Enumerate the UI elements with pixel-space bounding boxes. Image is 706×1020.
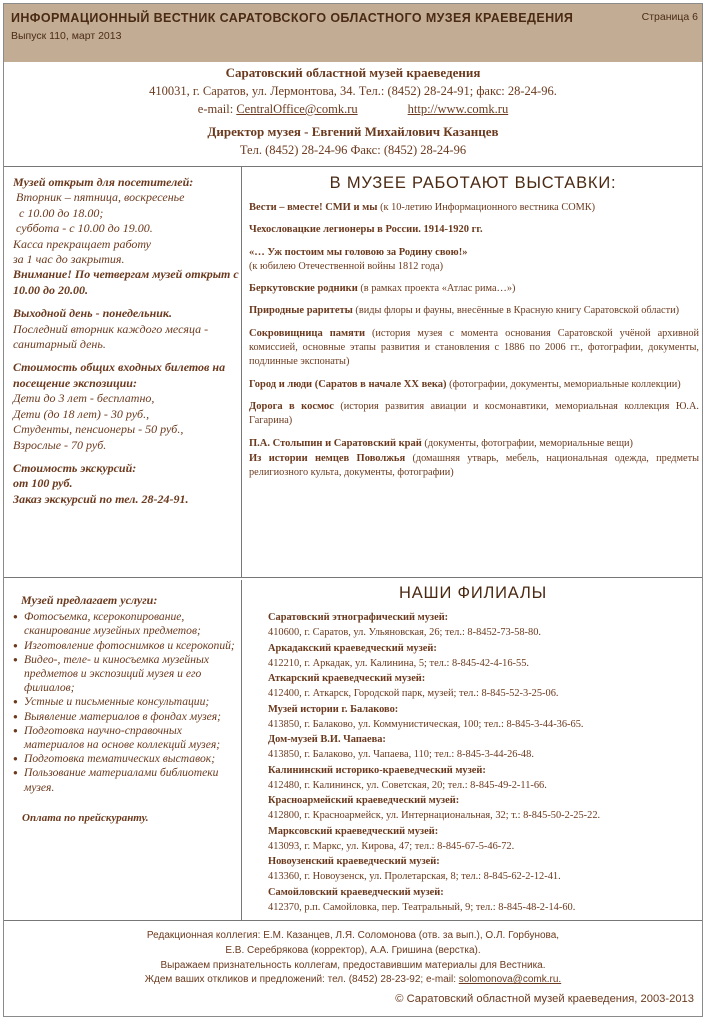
branch-name: Дом-музей В.И. Чапаева: — [268, 734, 386, 745]
column-divider — [241, 166, 242, 577]
branch-info: 413850, г. Балаково, ул. Коммунистическая, 100; тел.: 8-845-3-44-36-65. — [268, 718, 584, 730]
museum-contacts — [4, 64, 702, 159]
copyright: © Саратовский областной музей краеведения, 2003-2013 — [395, 993, 694, 1005]
branch-info: 412370, р.п. Самойловка, пер. Театральный, 9; тел.: 8-845-48-2-14-60. — [268, 901, 576, 913]
sanitary-day: Последний вторник каждого месяца - санитарный день. — [13, 321, 209, 352]
newsletter-page — [3, 3, 703, 1017]
branches-heading: НАШИ ФИЛИАЛЫ — [399, 584, 547, 602]
services-heading: Музей предлагает услуги: — [21, 593, 158, 607]
museum-online — [4, 100, 702, 118]
exhibition-item: Вести – вместе! СМИ и мы (к 10-летию Информационного вестника СОМК) — [249, 202, 596, 213]
editorial-footer — [4, 929, 702, 988]
service-item: ● Подготовка тематических выставок; — [13, 752, 241, 766]
exhibition-item: Сокровищница памяти (история музея с момента основания Саратовской учёной архивной комиссией, основные этапы развития и становления с 1886 по 2006 гг., фотографии, документы, подлинные экспонаты) — [249, 327, 699, 368]
day-off: Выходной день - понедельник. — [13, 306, 172, 321]
hours-line: суббота - с 10.00 до 19.00. — [13, 221, 153, 236]
exhibition-item: Чехословацкие легионеры в России. 1914-1920 гг. — [249, 224, 483, 236]
email-link[interactable]: CentralOffice@comk.ru — [236, 102, 358, 116]
hours-heading: Музей открыт для посетителей: — [13, 175, 194, 189]
price-line: Взрослые - 70 руб. — [13, 437, 107, 452]
museum-director: Директор музея - Евгений Михайлович Казанцев — [207, 124, 499, 139]
branch-info: 412400, г. Аткарск, Городской парк, музей; тел.: 8-845-52-3-25-06. — [268, 688, 559, 700]
price-line: Дети (до 18 лет) - 30 руб., — [13, 406, 150, 421]
exhibition-item: «… Уж постоим мы головою за Родину свою!» (к юбилею Отечественной войны 1812 года) — [249, 246, 468, 272]
branch-name: Новоузенский краеведческий музей: — [268, 856, 440, 867]
branch-name: Саратовский этнографический музей: — [268, 612, 449, 623]
issue-number: Выпуск 110, март 2013 — [11, 30, 122, 42]
branch-name: Аркадакский краеведческий музей: — [268, 642, 437, 654]
service-item: ● Подготовка научно-справочных материалов на основе коллекций музея; — [13, 724, 241, 752]
exhibition-item: Из истории немцев Поволжья (домашняя утварь, мебель, национальная одежда, предметы религиозного культа, документы, фотографии) — [249, 452, 699, 479]
exhibitions-heading: В МУЗЕЕ РАБОТАЮТ ВЫСТАВКИ: — [329, 174, 617, 192]
exhibition-item: Беркутовские родники (в рамках проекта «Атлас рима…») — [249, 283, 516, 295]
column-divider — [241, 580, 242, 920]
services-section — [13, 593, 241, 825]
prices-heading: Стоимость общих входных билетов на посещение экспозиции: — [13, 360, 226, 390]
page-header — [4, 4, 702, 62]
website-link[interactable]: http://www.comk.ru — [407, 102, 509, 116]
exhibition-item: П.А. Столыпин и Саратовский край (документы, фотографии, мемориальные вещи) — [249, 437, 633, 449]
service-item: ● Видео-, теле- и киносъемка музейных предметов и экспозиций музея и его филиалов; — [13, 653, 241, 696]
director-phones: Тел. (8452) 28-24-96 Факс: (8452) 28-24-96 — [239, 143, 467, 157]
branch-info: 413360, г. Новоузенск, ул. Пролетарская, 8; тел.: 8-845-62-2-12-41. — [268, 871, 561, 883]
divider — [4, 166, 702, 167]
tours-price: от 100 руб. — [13, 476, 73, 491]
branch-name: Музей истории г. Балаково: — [268, 703, 399, 715]
opening-hours — [13, 175, 241, 507]
page-number: Страница 6 — [641, 11, 698, 23]
feedback-contacts: Ждем ваших откликов и предложений: тел. (8452) 28-23-92; e-mail: solomonova@comk.ru. — [144, 974, 562, 986]
branch-name: Красноармейский краеведческий музей: — [268, 795, 460, 806]
service-item: ● Выявление материалов в фондах музея; — [13, 710, 241, 724]
hours-attention: Внимание! По четвергам музей открыт с 10.00 до 20.00. — [13, 267, 239, 297]
feedback-email-link[interactable]: solomonova@comk.ru. — [458, 974, 562, 986]
branch-name: Самойловский краеведческий музей: — [268, 886, 444, 898]
exhibition-item: Природные раритеты (виды флоры и фауны, внесённые в Красную книгу Саратовской области) — [249, 305, 680, 317]
editorial-board-cont: Е.В. Серебрякова (корректор), А.А. Гришина (верстка). — [225, 944, 481, 956]
branch-info: 413850, г. Балаково, ул. Чапаева, 110; тел.: 8-845-3-44-26-48. — [268, 749, 534, 761]
hours-line: с 10.00 до 18.00; — [13, 205, 104, 220]
museum-address: 410031, г. Саратов, ул. Лермонтова, 34. Тел.: (8452) 28-24-91; факс: 28-24-96. — [149, 84, 557, 98]
exhibitions-list — [249, 201, 699, 488]
hours-line: Касса прекращает работу — [13, 236, 152, 251]
service-item: ● Изготовление фотоснимков и ксерокопий; — [13, 639, 241, 653]
editorial-board: Редакционная коллегия: Е.М. Казанцев, Л.Я. Соломонова (отв. за вып.), О.Л. Горбунова, — [146, 930, 560, 941]
acknowledgement: Выражаем признательность коллегам, предоставившим материалы для Вестника. — [160, 959, 546, 971]
branch-name: Аткарский краеведческий музей: — [268, 673, 426, 684]
exhibition-item: Город и люди (Саратов в начале XX века) (фотографии, документы, мемориальные коллекции) — [249, 378, 681, 390]
email-label: e-mail: — [197, 102, 237, 116]
branch-name: Марксовский краеведческий музей: — [268, 825, 439, 837]
newsletter-title: ИНФОРМАЦИОННЫЙ ВЕСТНИК САРАТОВСКОГО ОБЛАСТНОГО МУЗЕЯ КРАЕВЕДЕНИЯ — [11, 11, 574, 25]
divider — [4, 920, 702, 921]
service-item: ● Фотосъемка, ксерокопирование, сканирование музейных предметов; — [13, 610, 241, 638]
museum-name: Саратовский областной музей краеведения — [225, 65, 481, 80]
branch-info: 412480, г. Калининск, ул. Советская, 20; тел.: 8-845-49-2-11-66. — [268, 779, 547, 791]
branch-info: 413093, г. Маркс, ул. Кирова, 47; тел.: 8-845-67-5-46-72. — [268, 840, 515, 852]
service-item: ● Пользование материалами библиотеки музея. — [13, 766, 241, 794]
exhibition-item: Дорога в космос (история развития авиации и космонавтики, мемориальная коллекция Ю.А. Гагарина) — [249, 400, 699, 427]
service-item: ● Устные и письменные консультации; — [13, 695, 241, 709]
branch-info: 412210, г. Аркадак, ул. Калинина, 5; тел.: 8-845-42-4-16-55. — [268, 657, 529, 669]
hours-line: за 1 час до закрытия. — [13, 252, 125, 267]
branches-list — [268, 610, 704, 915]
price-line: Студенты, пенсионеры - 50 руб., — [13, 422, 184, 437]
branch-name: Калининский историко-краеведческий музей: — [268, 764, 486, 776]
divider — [4, 577, 702, 578]
branch-info: 410600, г. Саратов, ул. Ульяновская, 26; тел.: 8-8452-73-58-80. — [268, 627, 542, 639]
services-list — [13, 610, 241, 795]
pricing-note: Оплата по прейскуранту. — [22, 811, 149, 824]
branch-info: 412800, г. Красноармейск, ул. Интернациональная, 32; т.: 8-845-50-2-25-22. — [268, 810, 601, 822]
hours-line: Вторник – пятница, воскресенье — [13, 190, 185, 205]
tours-heading: Стоимость экскурсий: — [13, 460, 137, 475]
tours-order: Заказ экскурсий по тел. 28-24-91. — [13, 491, 189, 506]
price-line: Дети до 3 лет - бесплатно, — [13, 391, 155, 406]
